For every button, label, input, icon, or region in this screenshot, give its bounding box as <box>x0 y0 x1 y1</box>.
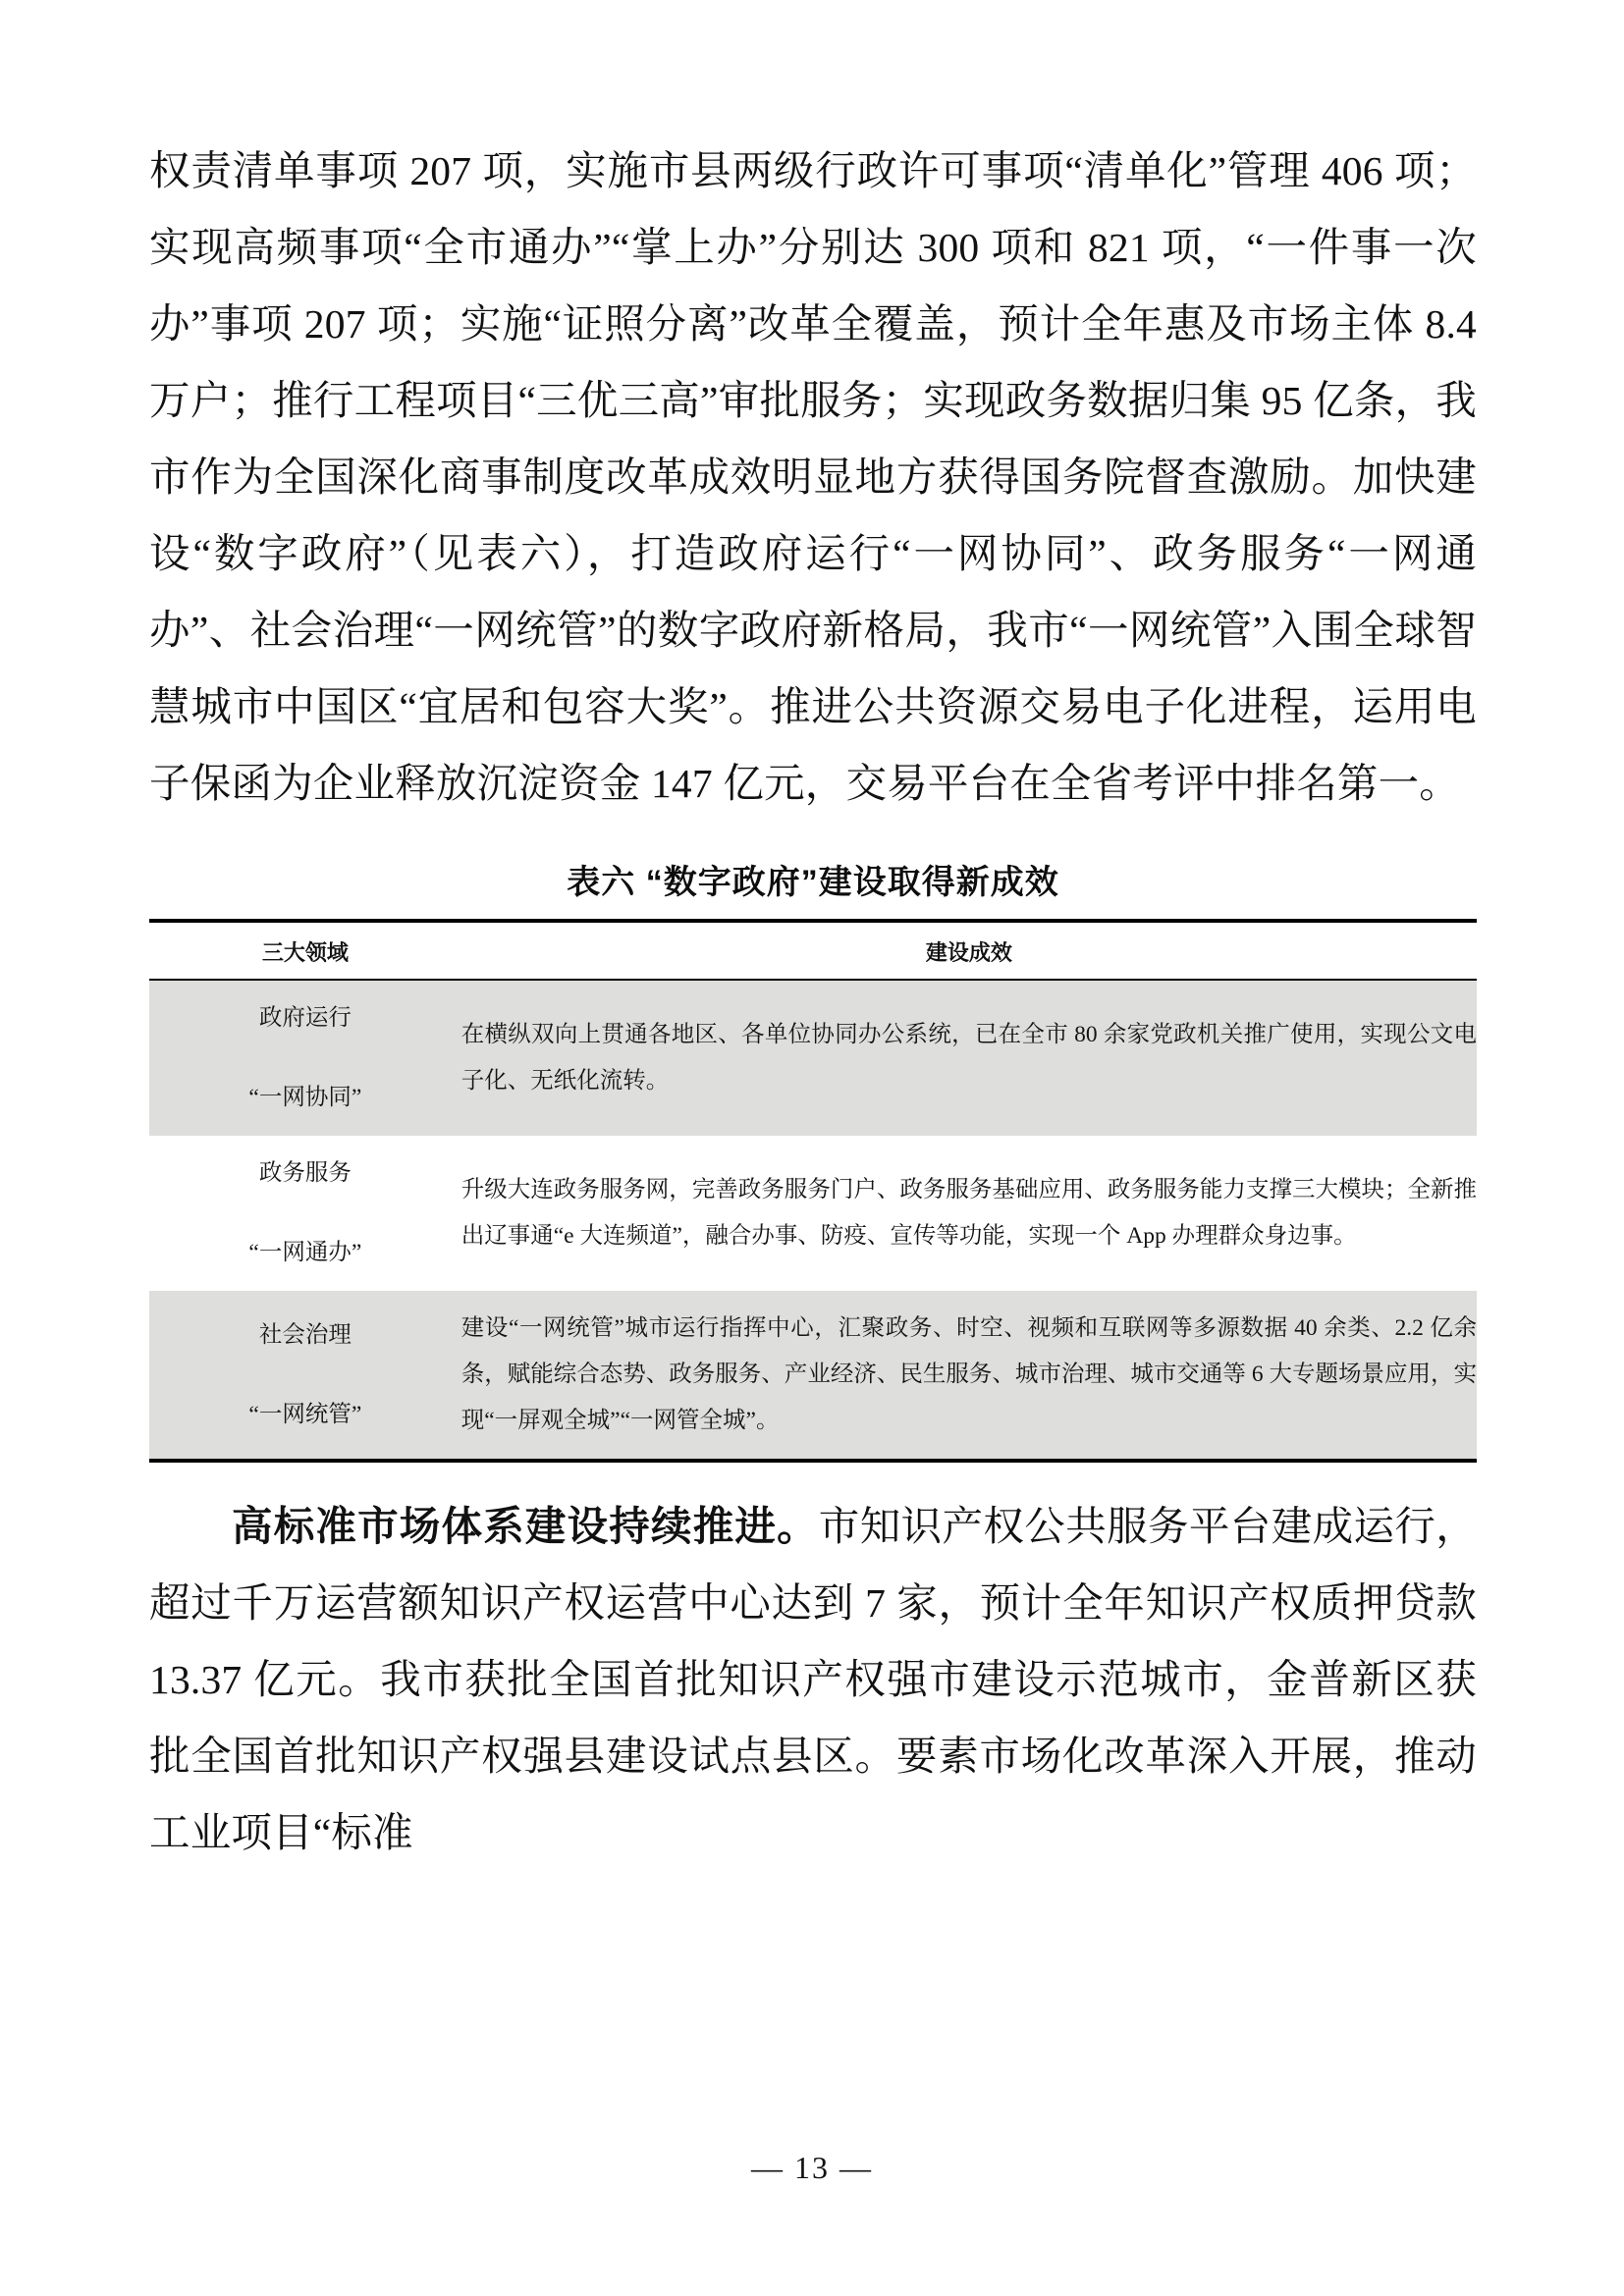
cell-category <box>149 980 461 1136</box>
column-header-domain: 三大领域 <box>149 921 461 980</box>
cell-effect: 升级大连政务服务网，完善政务服务门户、政务服务基础应用、政务服务能力支撑三大模块；全新推出辽事通“e 大连频道”，融合办事、防疫、宣传等功能，实现一个 App 办理群众身边事。 <box>461 1136 1477 1291</box>
category-line-primary: 社会治理 <box>258 1321 352 1348</box>
column-header-effect: 建设成效 <box>461 921 1477 980</box>
paragraph-top: 权责清单事项 207 项，实施市县两级行政许可事项“清单化”管理 406 项；实现高频事项“全市通办”“掌上办”分别达 300 项和 821 项，“一件事一次办”事项 207 项；实施“证照分离”改革全覆盖，预计全年惠及市场主体 8.4 万户；推行工程项目“三优三高”审批服务；实现政务数据归集 95 亿条，我市作为全国深化商事制度改革成效明显地方获得国务院督查激励。加快建设“数字政府”（见表六），打造政府运行“一网协同”、政务服务“一网通办”、社会治理“一网统管”的数字政府新格局，我市“一网统管”入围全球智慧城市中国区“宜居和包容大奖”。推进公共资源交易电子化进程，运用电子保函为企业释放沉淀资金 147 亿元，交易平台在全省考评中排名第一。 <box>149 148 1477 806</box>
cell-category <box>149 1136 461 1291</box>
table-row <box>149 1291 1477 1461</box>
table-row <box>149 1136 1477 1291</box>
page-content <box>149 133 1477 1871</box>
table-caption: 表六 “数字政府”建设取得新成效 <box>567 864 1059 901</box>
category-line-secondary: “一网协同” <box>248 1085 362 1110</box>
category-line-primary: 政务服务 <box>258 1160 352 1186</box>
table-row <box>149 980 1477 1136</box>
digital-government-table <box>149 919 1477 1463</box>
paragraph-bottom-lead: 高标准市场体系建设持续推进。 <box>232 1504 819 1549</box>
category-line-primary: 政府运行 <box>258 1005 352 1031</box>
table-header-row <box>149 921 1477 980</box>
cell-category <box>149 1291 461 1461</box>
paragraph-bottom <box>149 1488 1477 1871</box>
cell-effect: 建设“一网统管”城市运行指挥中心，汇聚政务、时空、视频和互联网等多源数据 40 余类、2.2 亿余条，赋能综合态势、政务服务、产业经济、民生服务、城市治理、城市交通等 6 大专题场景应用，实现“一屏观全城”“一网管全城”。 <box>461 1291 1477 1461</box>
page-number: — 13 — <box>751 2150 873 2185</box>
category-line-secondary: “一网统管” <box>248 1401 362 1427</box>
paragraph-bottom-rest: 市知识产权公共服务平台建成运行，超过千万运营额知识产权运营中心达到 7 家，预计全年知识产权质押贷款 13.37 亿元。我市获批全国首批知识产权强市建设示范城市，金普新区获批全国首批知识产权强县建设试点县区。要素市场化改革深入开展，推动工业项目“标准 <box>149 1504 1477 1855</box>
category-line-secondary: “一网通办” <box>248 1240 362 1265</box>
cell-effect: 在横纵双向上贯通各地区、各单位协同办公系统，已在全市 80 余家党政机关推广使用，实现公文电子化、无纸化流转。 <box>461 980 1477 1136</box>
